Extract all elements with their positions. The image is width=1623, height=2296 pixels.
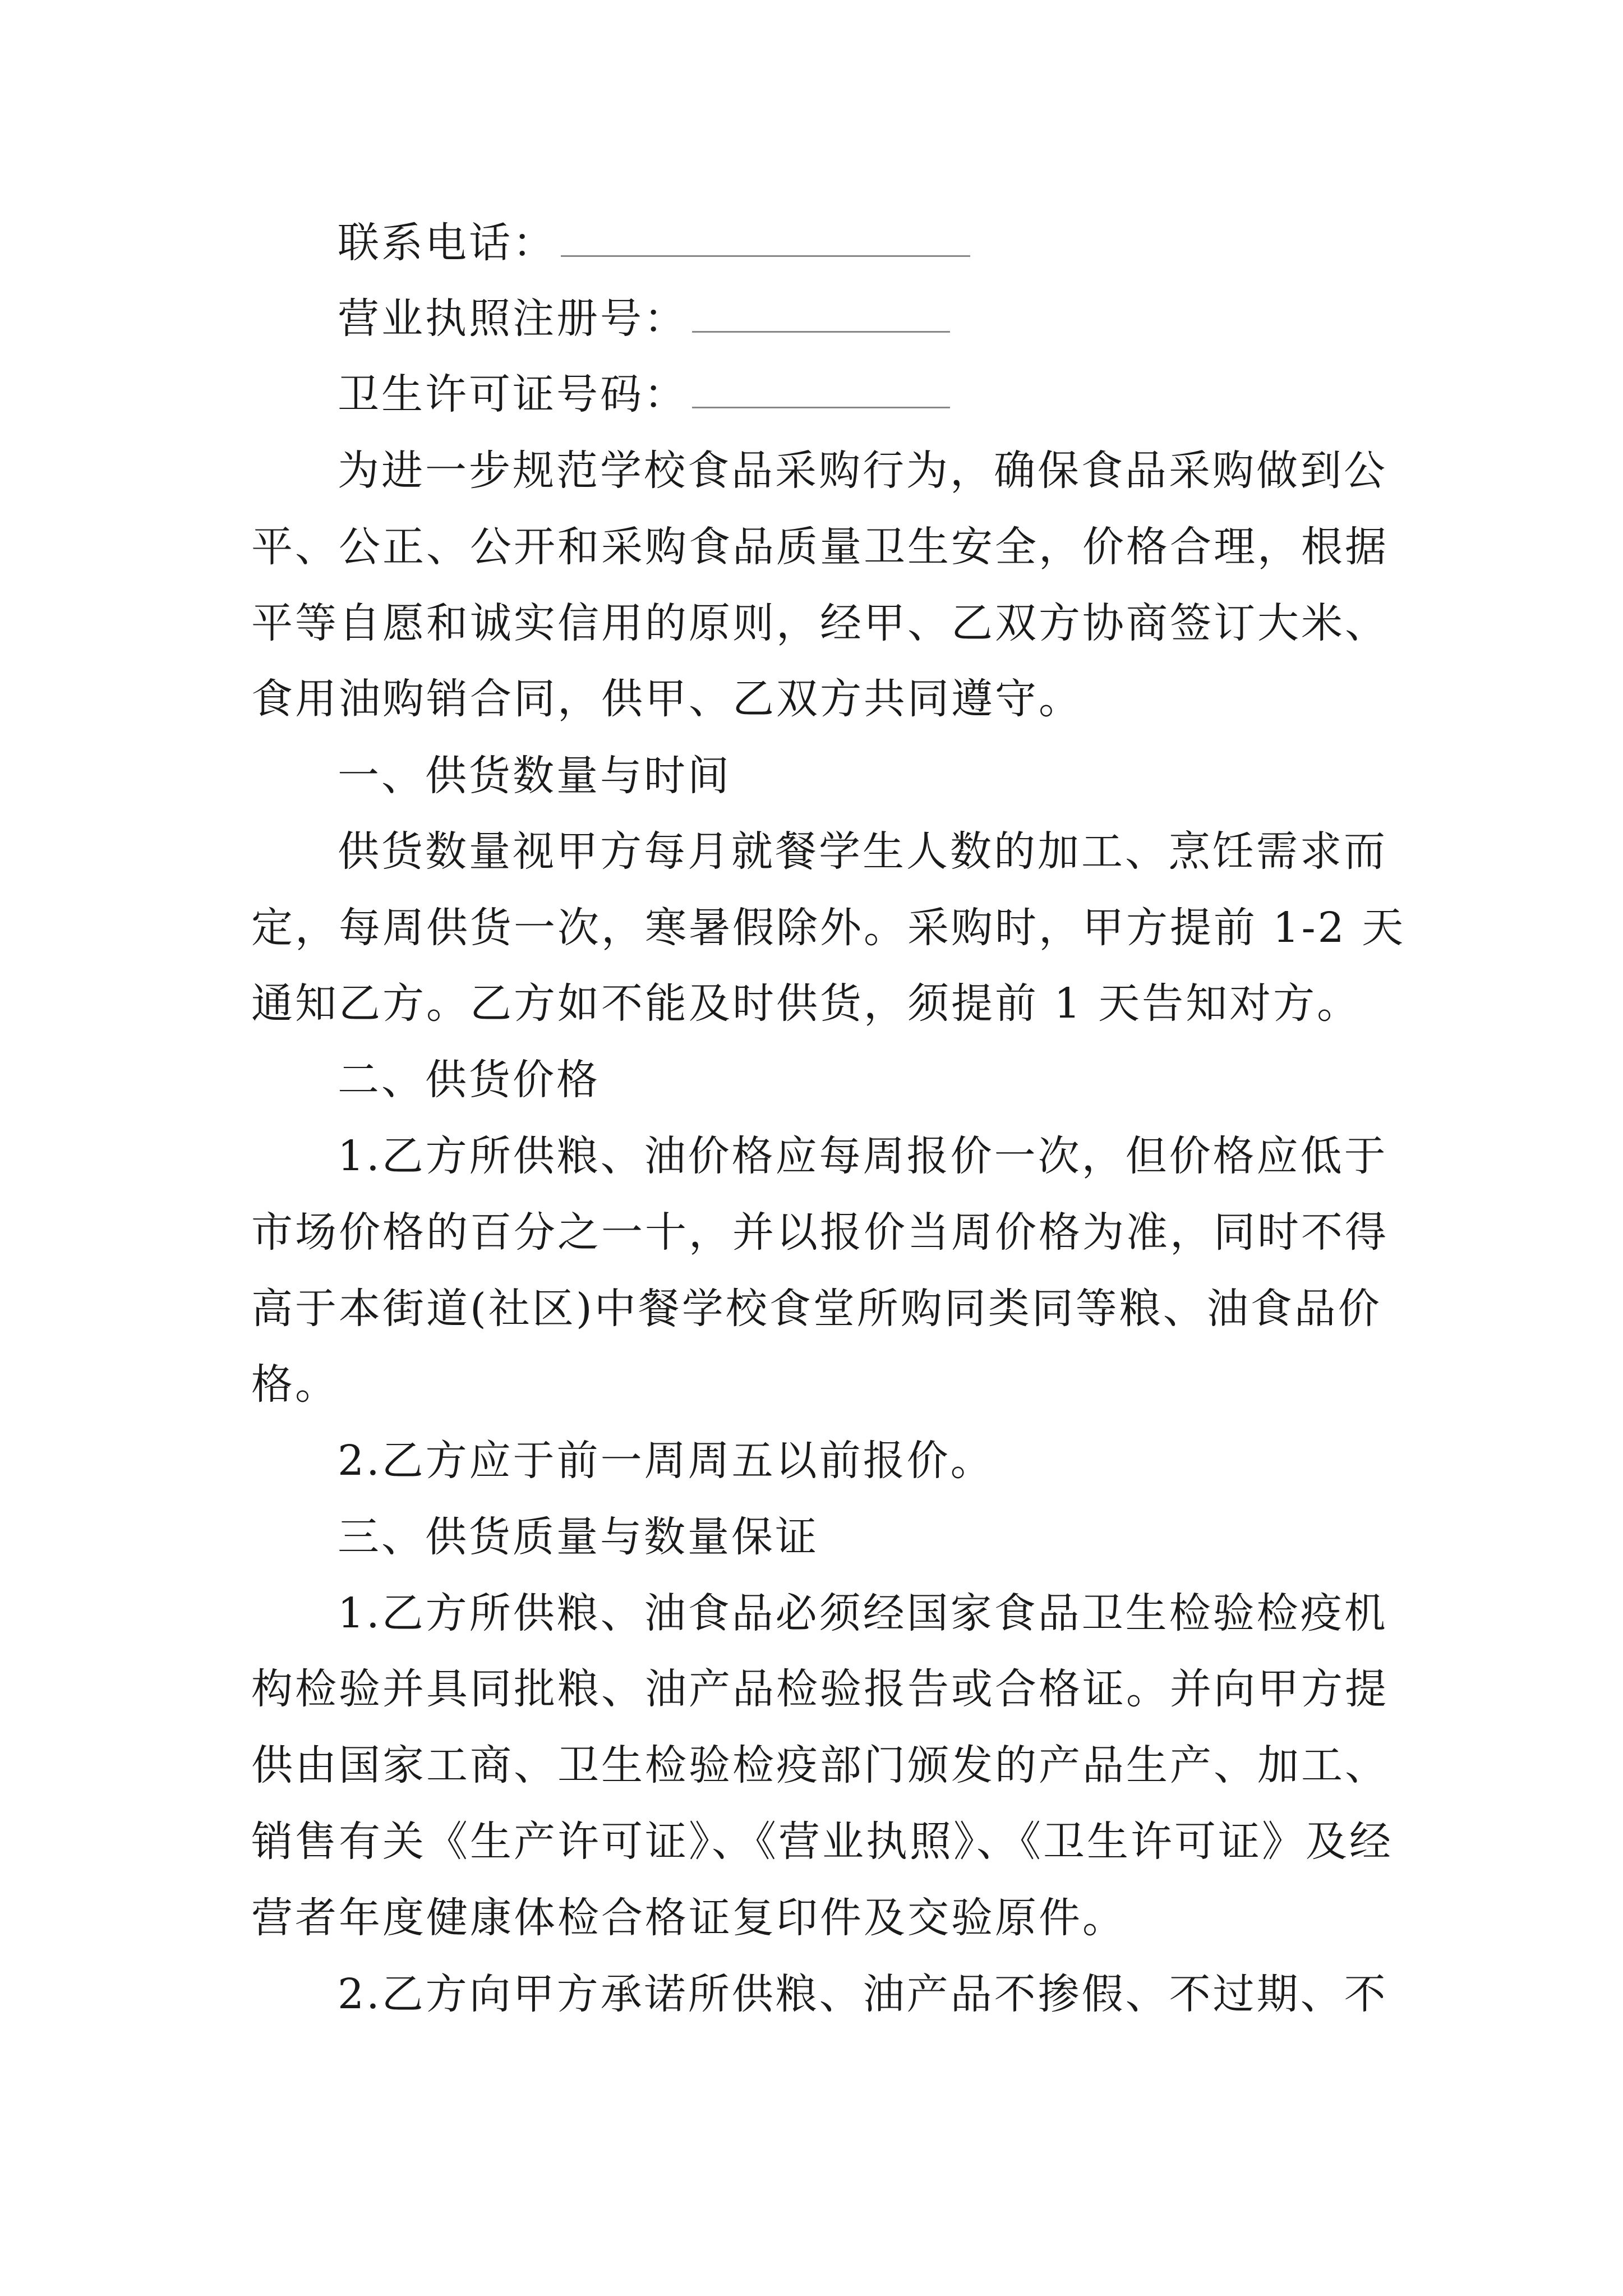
section1-line-3: 通知乙方。乙方如不能及时供货，须提前 1 天告知对方。	[251, 979, 1361, 1028]
intro-line-2: 平、公正、公开和采购食品质量卫生安全，价格合理，根据	[251, 523, 1389, 571]
section1-heading: 一、供货数量与时间	[338, 752, 731, 800]
health-permit-field-row	[338, 364, 1390, 425]
license-blank	[692, 297, 950, 333]
section3-item2-line-1: 2.乙方向甲方承诺所供粮、油产品不掺假、不过期、不	[338, 1970, 1388, 2018]
section2-item1-line-2: 市场价格的百分之一十，并以报价当周价格为准，同时不得	[251, 1208, 1389, 1257]
section3-item1-line-5: 营者年度健康体检合格证复印件及交验原件。	[251, 1894, 1126, 1942]
section3-item1-line-3: 供由国家工商、卫生检验检疫部门颁发的产品生产、加工、	[251, 1741, 1389, 1789]
license-label: 营业执照注册号：	[338, 295, 688, 343]
intro-line-1: 为进一步规范学校食品采购行为，确保食品采购做到公	[338, 447, 1387, 495]
section2-heading: 二、供货价格	[338, 1056, 600, 1104]
phone-label: 联系电话：	[338, 219, 556, 267]
section3-heading: 三、供货质量与数量保证	[338, 1513, 819, 1561]
license-field-row	[338, 288, 1390, 349]
section3-item1-line-2: 构检验并具同批粮、油产品检验报告或合格证。并向甲方提	[251, 1665, 1389, 1713]
section3-item1-line-4: 销售有关《生产许可证》、《营业执照》、《卫生许可证》及经	[251, 1818, 1393, 1866]
phone-blank	[561, 222, 970, 257]
intro-line-4: 食用油购销合同，供甲、乙双方共同遵守。	[251, 675, 1082, 723]
section3-item1-line-1: 1.乙方所供粮、油食品必须经国家食品卫生检验检疫机	[338, 1589, 1388, 1637]
section2-item1-line-3: 高于本街道(社区)中餐学校食堂所购同类同等粮、油食品价	[251, 1285, 1382, 1333]
health-permit-label: 卫生许可证号码：	[338, 370, 688, 418]
health-permit-blank	[692, 373, 950, 408]
section2-item2: 2.乙方应于前一周周五以前报价。	[338, 1437, 994, 1485]
section1-line-2: 定，每周供货一次，寒暑假除外。采购时，甲方提前 1-2 天	[251, 904, 1406, 952]
phone-field-row	[338, 212, 1390, 274]
section1-line-1: 供货数量视甲方每月就餐学生人数的加工、烹饪需求而	[338, 827, 1387, 876]
section2-item1-line-4: 格。	[251, 1360, 339, 1409]
intro-line-3: 平等自愿和诚实信用的原则，经甲、乙双方协商签订大米、	[251, 599, 1389, 647]
section2-item1-line-1: 1.乙方所供粮、油价格应每周报价一次，但价格应低于	[338, 1132, 1388, 1180]
